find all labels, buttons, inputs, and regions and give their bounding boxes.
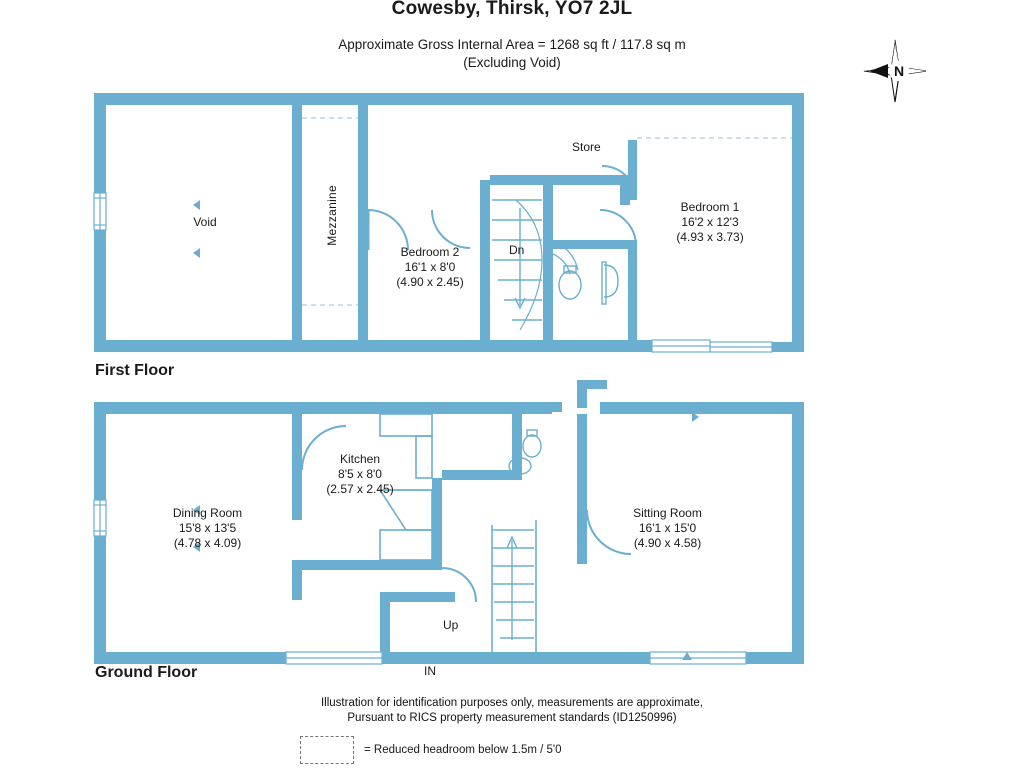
ground-floor-label: Ground Floor <box>95 664 198 681</box>
window-opening <box>94 193 106 230</box>
room-label-void: Void <box>193 215 217 229</box>
stairs-up-label: Up <box>443 618 459 632</box>
room-label-kitchen: Kitchen 8'5 x 8'0 (2.57 x 2.45) <box>326 452 394 496</box>
page-title: Cowesby, Thirsk, YO7 2JL <box>391 0 633 19</box>
footer-disclaimer <box>0 696 1024 726</box>
stair-direction-arrow-up <box>507 537 517 640</box>
first-floor-label: First Floor <box>95 362 175 379</box>
compass-rose <box>862 38 928 104</box>
room-label-sitting-room: Sitting Room 16'1 x 15'0 (4.90 x 4.58) <box>633 506 702 550</box>
entrance-label: IN <box>424 664 436 678</box>
legend-label: = Reduced headroom below 1.5m / 5'0 <box>364 744 562 756</box>
stairs-down-label: Dn <box>509 243 525 257</box>
room-label-dining-room: Dining Room 15'8 x 13'5 (4.78 x 4.09) <box>172 506 243 550</box>
footer-line-1: Illustration for identification purposes only, measurements are approximate, <box>320 697 704 709</box>
footer-line-2: Pursuant to RICS property measurement standards (ID1250996) <box>347 712 677 724</box>
compass-north-label: N <box>893 63 905 79</box>
room-label-bedroom-1: Bedroom 1 16'2 x 12'3 (4.93 x 3.73) <box>676 200 744 244</box>
room-label-store: Store <box>572 140 601 154</box>
legend-reduced-headroom <box>300 736 562 764</box>
area-line-1: Approximate Gross Internal Area = 1268 sq ft / 117.8 sq m <box>338 37 686 52</box>
area-line-2: (Excluding Void) <box>463 55 561 70</box>
room-label-bedroom-2: Bedroom 2 16'1 x 8'0 (4.90 x 2.45) <box>396 245 464 289</box>
window-opening <box>94 500 106 536</box>
stair-direction-arrow <box>515 208 525 308</box>
legend-swatch <box>300 736 354 764</box>
room-label-mezzanine: Mezzanine <box>325 185 339 246</box>
